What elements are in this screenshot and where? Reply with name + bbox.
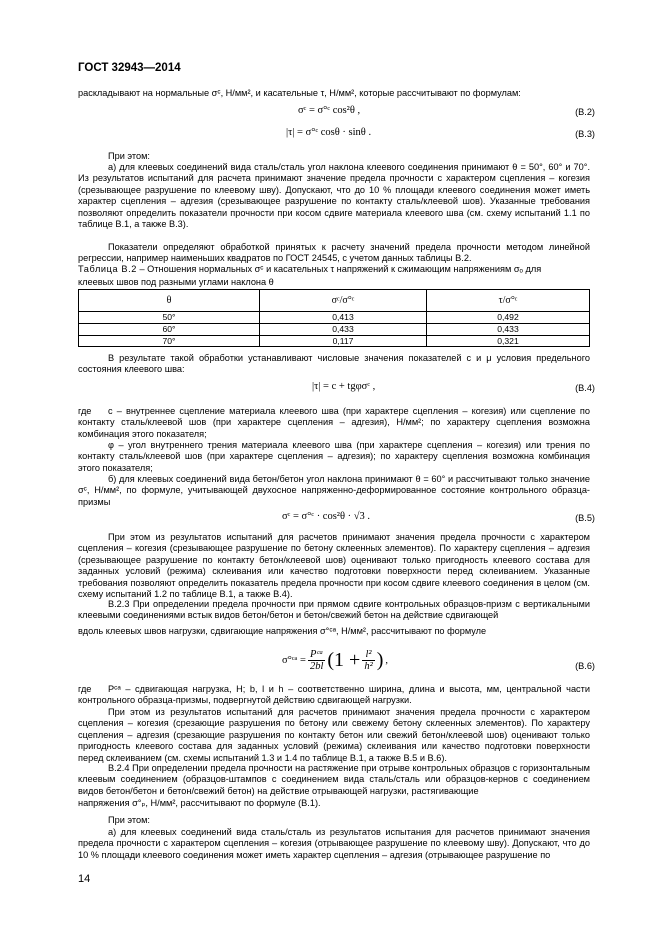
- paragraph-regression: Показатели определяют обработкой принятых к расчету значений предела прочности методом линейной регрессии, например наименьших квадратов по ГОСТ 24545, с учетом данных таблицы В.2.: [78, 242, 590, 264]
- table-row: [79, 323, 590, 335]
- pri-etom-heading-1: При этом:: [108, 151, 150, 161]
- equation-b3-number: (В.3): [575, 129, 595, 139]
- table-caption-line-1: [78, 264, 598, 275]
- table-header-sigma-ratio: σᶜ/σ°ᶜ: [260, 290, 427, 312]
- table-cell: 0,413: [260, 312, 427, 324]
- page-number: 14: [78, 873, 91, 885]
- table-cell: 50°: [79, 312, 260, 324]
- paragraph-a-steel: а) для клеевых соединений вида сталь/сталь угол наклона клеевого соединения принимают θ = 50°, 60° и 70°. Из результатов испытаний для расчета принимают значение предела прочности с характером сцепления – когезия (срезывающее разрушение по клеевому шву). Допускают, что до 10 % площади клеевого соединения может иметь характер сцепления – адгезия (срезывающее разрушение по контакту сталь/клеевой шов). Указанные требования позволяют определить показатели прочности при косом сдвиге материала клеевого шва (см. схему испытаний 1.1 по таблице В.1, а также В.3).: [78, 162, 590, 230]
- where-p-definition: Pᶜᵃ – сдвигающая нагрузка, Н; b, l и h – соответственно ширина, длина и высота, мм, центральной части контрольного образца-призмы, подвергнутой действию сдвигающей нагрузки.: [78, 684, 590, 706]
- paragraph-result: В результате такой обработки устанавливают числовые значения показателей c и μ условия предельного состояния клеевого шва:: [78, 353, 590, 375]
- equation-b6-paren-close: ): [376, 649, 384, 671]
- equation-b4-number: (В.4): [575, 383, 595, 393]
- document-header: ГОСТ 32943—2014: [78, 62, 181, 74]
- table-caption-label: Таблица В.2: [78, 264, 137, 274]
- equation-b5: σᶜ = σ°ᶜ · cos²θ · √3 .: [282, 511, 370, 522]
- table-cell: 0,433: [260, 323, 427, 335]
- table-cell: 0,433: [427, 323, 590, 335]
- where-c-definition: c – внутреннее сцепление материала клеевого шва (при характере сцепления – когезия) или сцепление по контакту сталь/клеевой шов (при характере сцепления – адгезия), Н/мм²; по характеру сцепления возможна комбинация этого показателя;: [78, 406, 590, 439]
- table-row: [79, 335, 590, 347]
- equation-b2: σᶜ = σ°ᶜ cos²θ ,: [298, 105, 361, 116]
- paragraph-b2-3: В.2.3 При определении предела прочности при прямом сдвиге контрольных образцов-призм с вертикальными клеевыми соединениями встык видов бетон/бетон и бетон/свежий бетон на действие сдвигающей: [78, 599, 590, 621]
- paragraph-b2-4: В.2.4 При определении предела прочности на растяжение при отрыве контрольных образцов с горизонтальным клеевым соединением (образцов-штампов с соединением вида сталь/сталь или образцов-кернов с соединением видов бетон/бетон и бетон/свежий бетон) на действие отрывающей нагрузки, растягивающие: [78, 763, 590, 796]
- table-cell: 60°: [79, 323, 260, 335]
- equation-b6-inner-fraction: [362, 649, 374, 672]
- table-cell: 0,321: [427, 335, 590, 347]
- equation-b2-number: (В.2): [575, 107, 595, 117]
- equation-b6-inner-denominator: h²: [364, 661, 373, 672]
- table-caption-line-2: клеевых швов под разными углами наклона θ: [78, 277, 274, 287]
- intro-paragraph: раскладывают на нормальные σᶜ, Н/мм², и касательные τ, Н/мм², которые рассчитывают по формулам:: [78, 88, 521, 98]
- equation-b6-tail: ,: [385, 655, 389, 666]
- paragraph-shear-results: При этом из результатов испытаний для расчетов принимают значения предела прочности с характером сцепления – когезия (срезающие разрушения по бетону или свежему бетону склеенных элементов). По характеру сцепления – адгезия (срезающие разрушения по контакту бетон или свежий бетон/клеевой шов) оценивают только пригодность клеевого состава для заданных условий (режима) склеивания или качество подготовки поверхности перед склеиванием (см. схемы испытаний 1.3 и 1.4 по таблице В.1, а также В.5 и В.6).: [78, 707, 590, 763]
- table-header-theta: θ: [79, 290, 260, 312]
- paragraph-b2-3-end: вдоль клеевых швов нагрузки, сдвигающие напряжения σ°ᶜᵃ, Н/мм², рассчитывают по формуле: [78, 626, 487, 636]
- equation-b6-paren-open: (1 +: [327, 649, 361, 671]
- where-phi-definition: φ – угол внутреннего трения материала клеевого шва (при характере сцепления – когезия) или трения по контакту сталь/клеевой шов (при характере сцепления – адгезия); по характеру сцепления возможна комбинация этого показателя;: [78, 440, 590, 473]
- paragraph-a-steel-tension: а) для клеевых соединений вида сталь/сталь из результатов испытания для расчетов принимают значения предела прочности с характером сцепления – когезия (отрывающее разрушение по клеевому шву). Допускают, что до 10 % площади клеевого соединения может иметь характер сцепления – адгезия (отрывающее разрушение по: [78, 827, 590, 860]
- where-label-p: где: [78, 684, 92, 694]
- paragraph-concrete-results: При этом из результатов испытаний для расчетов принимают значения предела прочности с характером сцепления – когезия (срезывающее разрушение по бетону склеенных элементов). По характеру сцепления – адгезия (срезывающее разрушение по контакту бетон/клеевой шов) оценивают только пригодность клеевого состава для заданных условий (режима) склеивания или качество подготовки поверхности перед склеиванием. Указанные требования позволяют определить показатель предела прочности при косом сдвиге клеевого соединения в целом (см. схему испытаний 1.2 по таблице В.1, а также В.4).: [78, 532, 590, 600]
- equation-b6-inner-numerator: l²: [362, 649, 374, 661]
- equation-b4: |τ| = c + tgφσᶜ ,: [312, 381, 376, 392]
- equation-b6-fraction: [308, 649, 325, 672]
- equation-b5-number: (В.5): [575, 513, 595, 523]
- table-cell: 0,492: [427, 312, 590, 324]
- pri-etom-heading-2: При этом:: [108, 815, 150, 825]
- table-row: [79, 312, 590, 324]
- equation-b6-lhs: σ°ᶜᵃ =: [282, 655, 306, 666]
- table-caption-text: – Отношения нормальных σᶜ и касательных τ напряжений к сжимающим напряжениям σₒ для: [136, 264, 542, 274]
- table-header-tau-ratio: τ/σ°ᶜ: [427, 290, 590, 312]
- paragraph-b2-4-end: напряжения σ°ₚ, Н/мм², рассчитывают по формуле (В.1).: [78, 798, 321, 808]
- equation-b6-numerator: Pᶜᵃ: [308, 649, 325, 661]
- equation-b6-denominator: 2bl: [309, 661, 324, 672]
- table-cell: 0,117: [260, 335, 427, 347]
- equation-b6-number: (В.6): [575, 661, 595, 671]
- table-b2: [78, 289, 590, 347]
- table-cell: 70°: [79, 335, 260, 347]
- equation-b6: [282, 649, 388, 672]
- paragraph-b-concrete: б) для клеевых соединений вида бетон/бетон угол наклона принимают θ = 60° и рассчитывают только значение σᶜ, Н/мм², по формуле, учитывающей двухосное напряженно-деформированное состояние контрольного образца-призмы: [78, 474, 590, 507]
- table-header-row: [79, 290, 590, 312]
- equation-b3: |τ| = σ°ᶜ cosθ · sinθ .: [286, 127, 372, 138]
- where-label-c: где: [78, 406, 92, 416]
